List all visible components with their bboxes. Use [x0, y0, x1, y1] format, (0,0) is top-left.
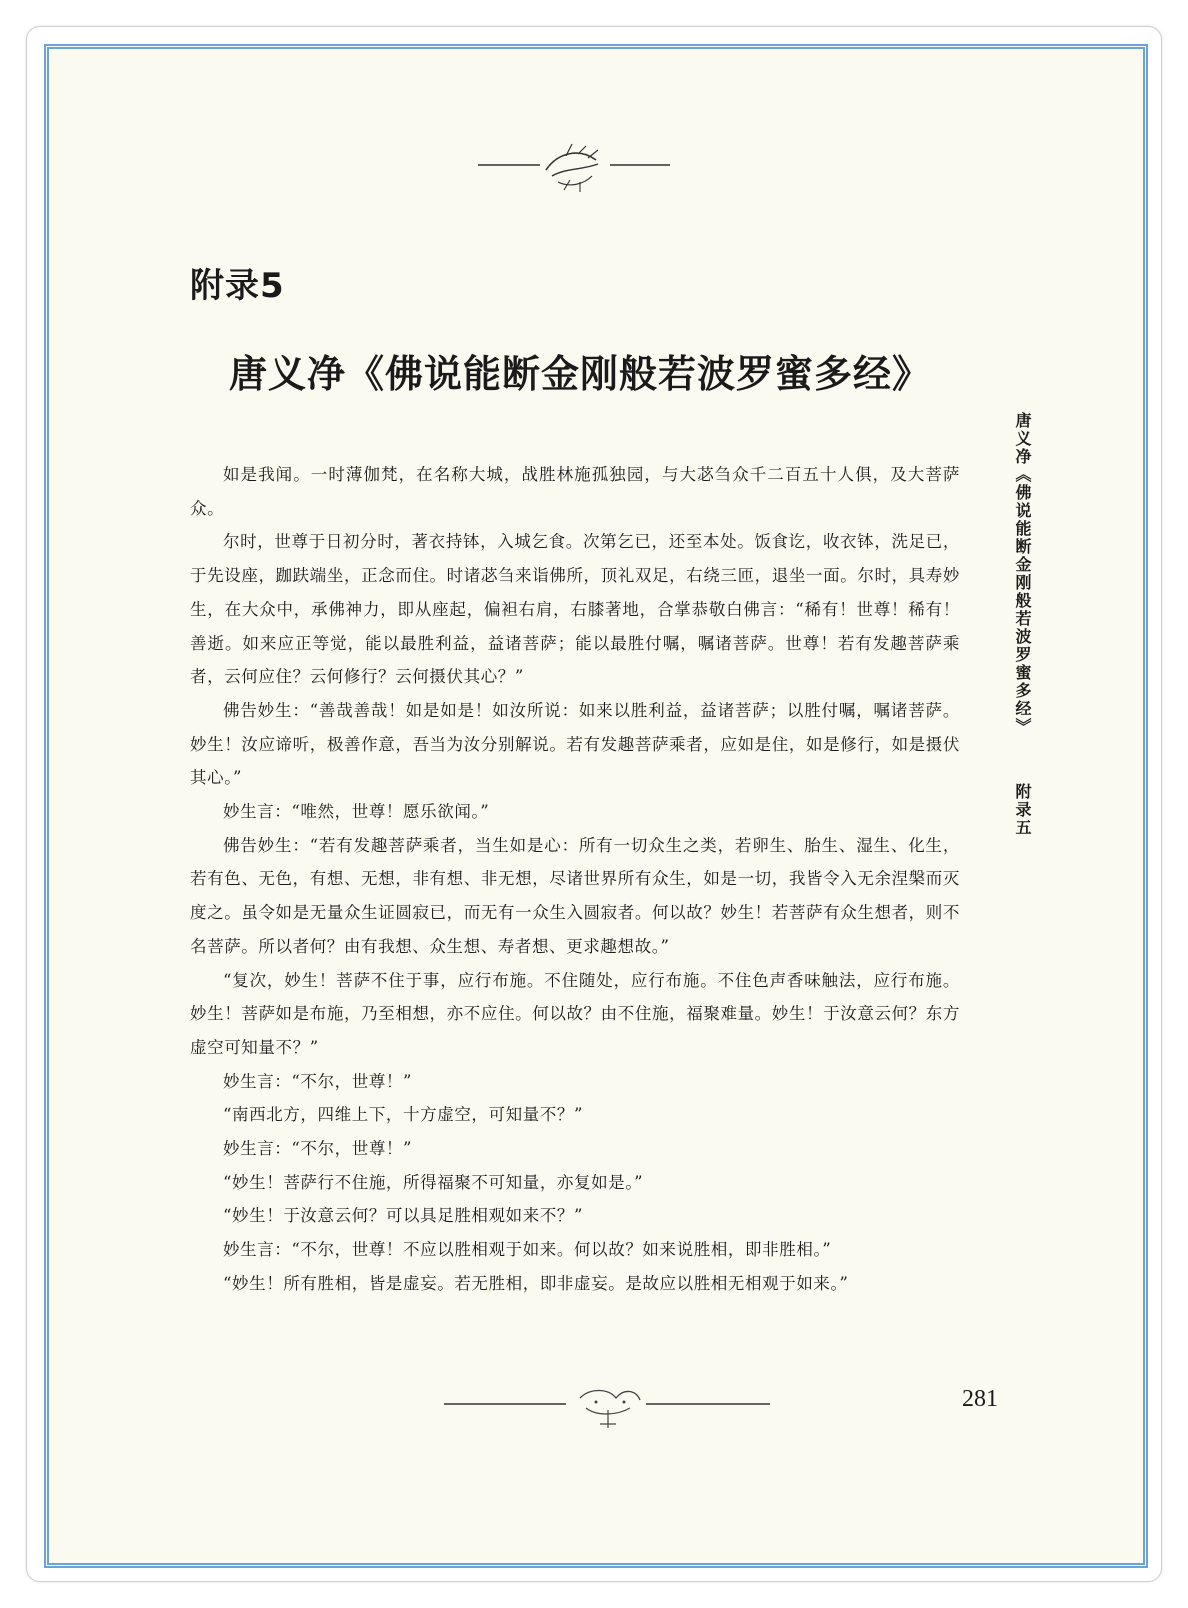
bottom-ornament-icon — [440, 1380, 780, 1440]
paragraph: “妙生！所有胜相，皆是虚妄。若无胜相，即非虚妄。是故应以胜相无相观于如来。” — [223, 1273, 849, 1293]
side-running-title: 唐义净《佛说能断金刚般若波罗蜜多经》 — [1013, 412, 1032, 736]
body-text — [190, 458, 960, 1301]
page-number: 281 — [962, 1386, 998, 1412]
top-ornament-icon — [474, 140, 704, 196]
paragraph: “妙生！于汝意云何？可以具足胜相观如来不？” — [223, 1206, 584, 1226]
side-running-section: 附录五 — [1013, 783, 1032, 838]
side-running-header — [1010, 412, 1034, 837]
paragraph: 妙生言：“不尔，世尊！” — [223, 1071, 413, 1091]
paragraph: 妙生言：“不尔，世尊！” — [223, 1139, 413, 1159]
paragraph: “复次，妙生！菩萨不住于事，应行布施。不住随处，应行布施。不住色声香味触法，应行布施。妙生！菩萨如是布施，乃至相想，亦不应住。何以故？由不住施，福聚难量。妙生！于汝意云何？东方虚空可知量不？” — [190, 970, 960, 1057]
paragraph: 佛告妙生：“善哉善哉！如是如是！如汝所说：如来以胜利益，益诸菩萨；以胜付嘱，嘱诸菩萨。妙生！汝应谛听，极善作意，吾当为汝分别解说。若有发趣菩萨乘者，应如是住，如是修行，如是摄伏其心。” — [190, 700, 960, 788]
paragraph: 尔时，世尊于日初分时，著衣持钵，入城乞食。次第乞已，还至本处。饭食讫，收衣钵，洗足已，于先设座，跏趺端坐，正念而住。时诸苾刍来诣佛所，顶礼双足，右绕三匝，退坐一面。尔时，具寿妙生，在大众中，承佛神力，即从座起，偏袒右肩，右膝著地，合掌恭敬白佛言：“稀有！世尊！稀有！善逝。如来应正等觉，能以最胜利益，益诸菩萨；能以最胜付嘱，嘱诸菩萨。世尊！若有发趣菩萨乘者，云何应住？云何修行？云何摄伏其心？” — [190, 532, 960, 687]
paragraph: 妙生言：“不尔，世尊！不应以胜相观于如来。何以故？如来说胜相，即非胜相。” — [223, 1240, 832, 1260]
paragraph: 妙生言：“唯然，世尊！愿乐欲闻。” — [223, 802, 490, 822]
paragraph: 如是我闻。一时薄伽梵，在名称大城，战胜林施孤独园，与大苾刍众千二百五十人俱，及大菩萨众。 — [190, 465, 960, 518]
page-title: 唐义净《佛说能断金刚般若波罗蜜多经》 — [228, 352, 931, 396]
appendix-label: 附录5 — [190, 266, 285, 306]
paragraph: “妙生！菩萨行不住施，所得福聚不可知量，亦复如是。” — [223, 1172, 644, 1192]
paragraph: 佛告妙生：“若有发趣菩萨乘者，当生如是心：所有一切众生之类，若卵生、胎生、湿生、化生，若有色、无色，有想、无想，非有想、非无想，尽诸世界所有众生，如是一切，我皆令入无余涅槃而灭度之。虽令如是无量众生证圆寂已，而无有一众生入圆寂者。何以故？妙生！若菩萨有众生想者，则不名菩萨。所以者何？由有我想、众生想、寿者想、更求趣想故。” — [190, 835, 960, 956]
paragraph: “南西北方，四维上下，十方虚空，可知量不？” — [223, 1105, 584, 1125]
